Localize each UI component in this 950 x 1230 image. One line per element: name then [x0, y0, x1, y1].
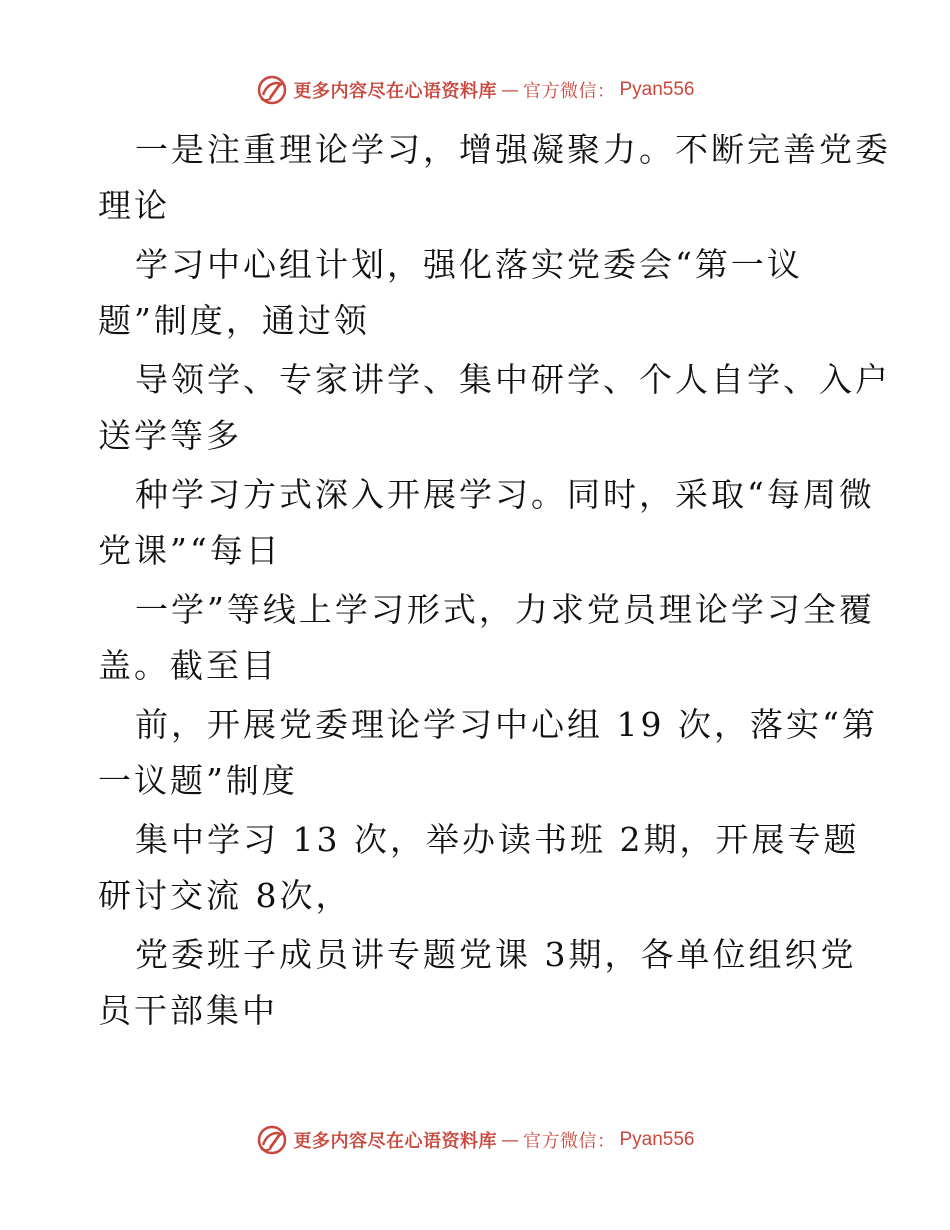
header-banner-inner — [255, 73, 694, 107]
body-line: 种学习方式深入开展学习。同时，采取“每周微 — [135, 475, 875, 514]
body-line: 党课”“每日 — [98, 531, 282, 570]
footer-dash: — — [500, 1129, 519, 1151]
footer-wechat-id: Pyan556 — [619, 1129, 695, 1150]
footer-banner-inner — [255, 1123, 694, 1157]
body-line: 送学等多 — [98, 416, 242, 455]
footer-site-name: 更多内容尽在心语资料库 — [293, 1131, 497, 1152]
header-banner — [0, 70, 950, 110]
body-line: 学习中心组计划，强化落实党委会“第一议 — [135, 245, 803, 284]
header-wechat-id: Pyan556 — [619, 79, 695, 100]
footer-wechat-label: 官方微信： — [522, 1131, 616, 1152]
body-line: 研讨交流 8次， — [98, 876, 352, 915]
body-line: 前，开展党委理论学习中心组 19 次，落实“第 — [135, 705, 878, 744]
pen-swirl-logo-icon — [255, 1123, 289, 1157]
body-line: 题”制度，通过领 — [98, 301, 370, 340]
body-line: 一是注重理论学习，增强凝聚力。不断完善党委 — [135, 130, 891, 169]
body-line: 集中学习 13 次，举办读书班 2期，开展专题 — [135, 820, 860, 859]
header-dash: — — [500, 79, 519, 101]
footer-banner — [0, 1120, 950, 1160]
body-line: 盖。截至目 — [98, 646, 278, 685]
body-line: 导领学、专家讲学、集中研学、个人自学、入户 — [135, 360, 891, 399]
pen-swirl-logo-icon — [255, 73, 289, 107]
body-line: 员干部集中 — [98, 991, 278, 1030]
body-line: 党委班子成员讲专题党课 3期，各单位组织党 — [135, 935, 857, 974]
body-line: 一学”等线上学习形式，力求党员理论学习全覆 — [135, 590, 875, 629]
header-site-name: 更多内容尽在心语资料库 — [293, 81, 497, 102]
header-wechat-label: 官方微信： — [522, 81, 616, 102]
body-line: 理论 — [98, 186, 170, 225]
body-line: 一议题”制度 — [98, 761, 298, 800]
